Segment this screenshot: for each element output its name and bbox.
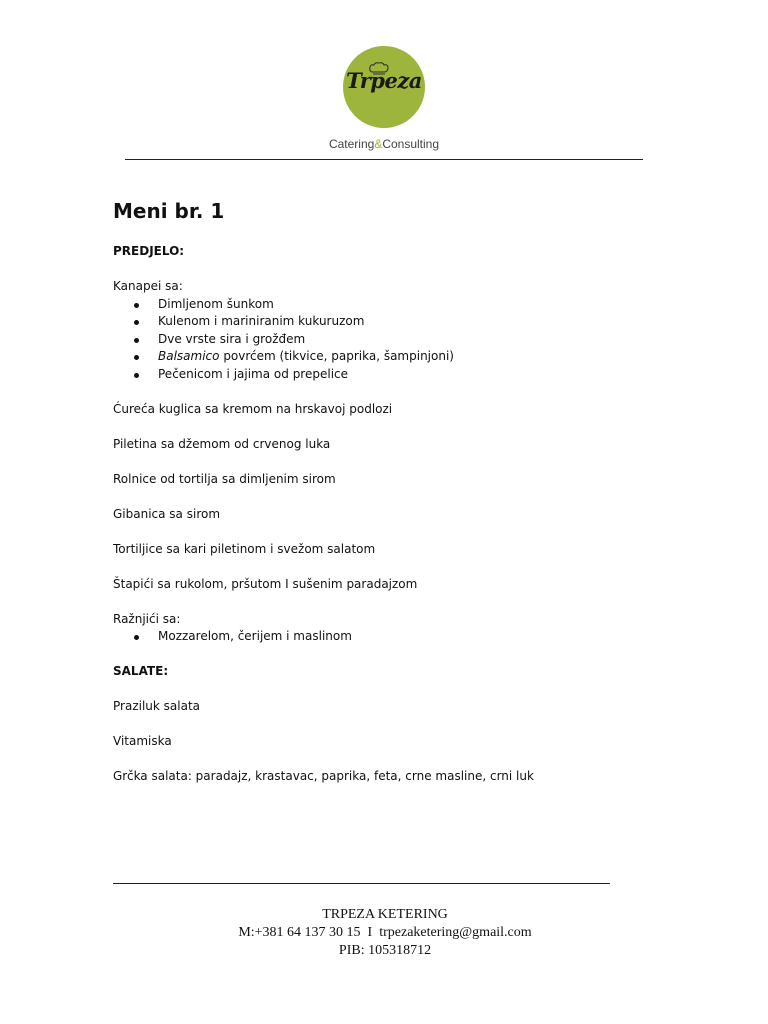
- dish-item: Tortiljice sa kari piletinom i svežom salatom: [113, 541, 376, 556]
- header-divider: [125, 159, 643, 160]
- list-item: Dimljenom šunkom: [113, 296, 673, 314]
- salad-item: Grčka salata: paradajz, krastavac, paprika, feta, crne masline, crni luk: [113, 769, 534, 783]
- salad-item: Praziluk salata: [113, 699, 200, 713]
- footer-contact: M:+381 64 137 30 15 I trpezaketering@gmail.com: [238, 925, 532, 940]
- dish-item: Gibanica sa sirom: [113, 506, 221, 521]
- kanapei-label: Kanapei sa:: [113, 279, 183, 293]
- footer-pib: PIB: 105318712: [338, 943, 432, 958]
- dish-item: Rolnice od tortilja sa dimljenim sirom: [113, 471, 336, 486]
- list-item: Dve vrste sira i grožđem: [113, 331, 673, 349]
- dish-item: Ćureća kuglica sa kremom na hrskavoj podlozi: [113, 401, 393, 416]
- dish-item: Štapići sa rukolom, pršutom I sušenim paradajzom: [113, 576, 418, 591]
- salad-item: Vitamiska: [113, 734, 172, 748]
- logo-wordmark: Trpeza: [346, 68, 422, 93]
- menu-content: [113, 196, 673, 786]
- footer-divider: [113, 883, 610, 884]
- footer-company: TRPEZA KETERING: [322, 907, 448, 922]
- list-item: Balsamico povrćem (tikvice, paprika, šampinjoni): [113, 348, 673, 366]
- raznjici-label: Ražnjići sa:: [113, 611, 181, 626]
- salate-heading: SALATE:: [113, 664, 169, 678]
- list-item: Mozzarelom, čerijem i maslinom: [113, 628, 673, 646]
- list-item: Pečenicom i jajima od prepelice: [113, 366, 673, 384]
- dish-item: Piletina sa džemom od crvenog luka: [113, 436, 331, 451]
- footer: [130, 906, 640, 960]
- menu-title: Meni br. 1: [113, 199, 225, 223]
- predjelo-heading: PREDJELO:: [113, 244, 185, 258]
- list-item: Kulenom i mariniranim kukuruzom: [113, 313, 673, 331]
- logo-tagline: Catering&Consulting: [328, 137, 440, 151]
- company-logo: [300, 42, 468, 154]
